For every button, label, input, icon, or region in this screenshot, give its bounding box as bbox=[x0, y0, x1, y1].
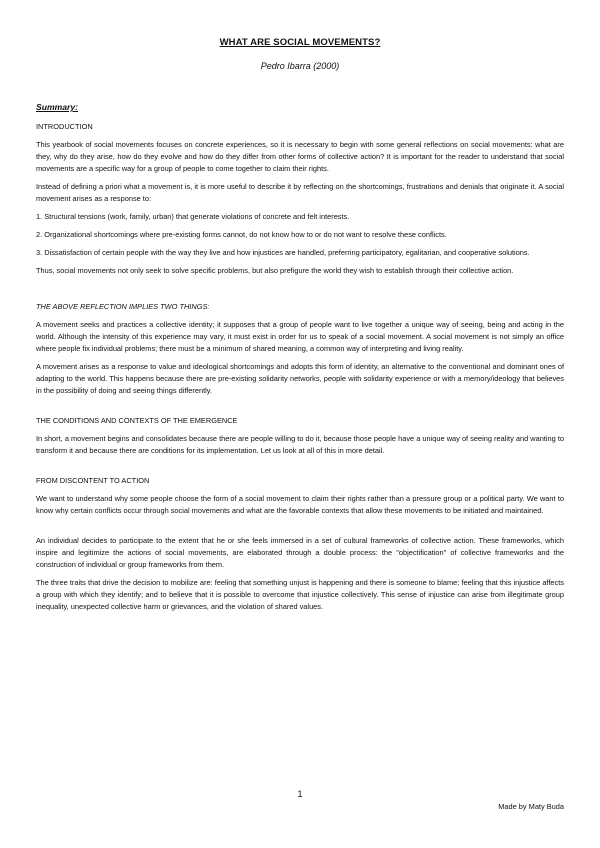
footer-credit: Made by Maty Buda bbox=[498, 802, 564, 811]
intro-paragraph-1: This yearbook of social movements focuses on concrete experiences, so it is necessary to begin with some general reflections on social movements: what are they, why do they arise, how do they evolve and how do they differ from other forms of collective action? It is important for the reader to understand that social movements are a specific way for a group of people to come together to claim their rights. bbox=[36, 140, 564, 173]
list-item-2: 2. Organizational shortcomings where pre-existing forms cannot, do not know how to or do not want to resolve these conflicts. bbox=[36, 230, 447, 239]
spacer bbox=[36, 403, 564, 415]
intro-heading: INTRODUCTION bbox=[36, 122, 93, 131]
page-number: 1 bbox=[297, 789, 303, 799]
summary-label: Summary: bbox=[36, 102, 79, 112]
list-item-1: 1. Structural tensions (work, family, urban) that generate violations of concrete and felt interests. bbox=[36, 212, 350, 221]
discontent-paragraph-3: The three traits that drive the decision to mobilize are: feeling that something unjust is happening and there is someone to blame; feeling that this injustice affects a group with which they identify; and to believe that it is possible to overcome that injustice collectively. This sense of injustice can arise from illegitimate group inequality, unexpected collective harm or grievances, and the violation of shared values. bbox=[36, 578, 564, 611]
reflection-heading: THE ABOVE REFLECTION IMPLIES TWO THINGS: bbox=[36, 302, 210, 311]
conditions-paragraph-1: In short, a movement begins and consolidates because there are people willing to do it, because those people have a unique way of seeing reality and wanting to transform it and because there are conditions for its implementation. Let us look at all of this in more detail. bbox=[36, 434, 564, 455]
discontent-paragraph-1: We want to understand why some people choose the form of a social movement to claim their rights rather than a pressure group or a political party. We want to know why certain conflicts occur through social movements and what are the favorable contexts that allow these movements to be initiated and maintained. bbox=[36, 494, 564, 515]
discontent-heading: FROM DISCONTENT TO ACTION bbox=[36, 476, 150, 485]
reflection-paragraph-1: A movement seeks and practices a collective identity; it supposes that a group of people want to live together a unique way of seeing, being and acting in the world. Although the intensity of this experience may vary, it must exist in order for us to speak of a social movement. A social movement is not simply an office where people fix individual problems; there must be a minimum of shared meaning, a common way of interpreting and living reality. bbox=[36, 320, 564, 353]
intro-paragraph-2: Instead of defining a priori what a movement is, it is more useful to describe it by reflecting on the shortcomings, frustrations and denials that originate it. A social movement arises as a response to: bbox=[36, 182, 564, 203]
conditions-heading: THE CONDITIONS AND CONTEXTS OF THE EMERGENCE bbox=[36, 416, 238, 425]
intro-paragraph-3: Thus, social movements not only seek to solve specific problems, but also prefigure the world they wish to establish through their collective action. bbox=[36, 266, 514, 275]
spacer bbox=[36, 523, 564, 535]
spacer bbox=[36, 283, 564, 301]
document-body bbox=[36, 101, 564, 619]
spacer bbox=[36, 463, 564, 475]
reflection-paragraph-2: A movement arises as a response to value and ideological shortcomings and adopts this form of identity, an alternative to the conventional and dominant ones of adapting to the world. This happens because there are pre-existing solidarity networks, people with solidarity experience or with a memory/ideology that believes in the possibility of doing and seeing things differently. bbox=[36, 362, 564, 395]
list-item-3: 3. Dissatisfaction of certain people with the way they live and how injustices are handled, preferring participatory, egalitarian, and cooperative solutions. bbox=[36, 248, 530, 257]
document-author: Pedro Ibarra (2000) bbox=[260, 61, 340, 71]
document-title: WHAT ARE SOCIAL MOVEMENTS? bbox=[219, 37, 381, 48]
discontent-paragraph-2: An individual decides to participate to the extent that he or she feels immersed in a set of cultural frameworks of collective action. These frameworks, which inspire and legitimize the actions of social movements, are elaborated through a double process: the "objectification" of collective frameworks and the construction of individual or group frameworks from them. bbox=[36, 536, 564, 569]
